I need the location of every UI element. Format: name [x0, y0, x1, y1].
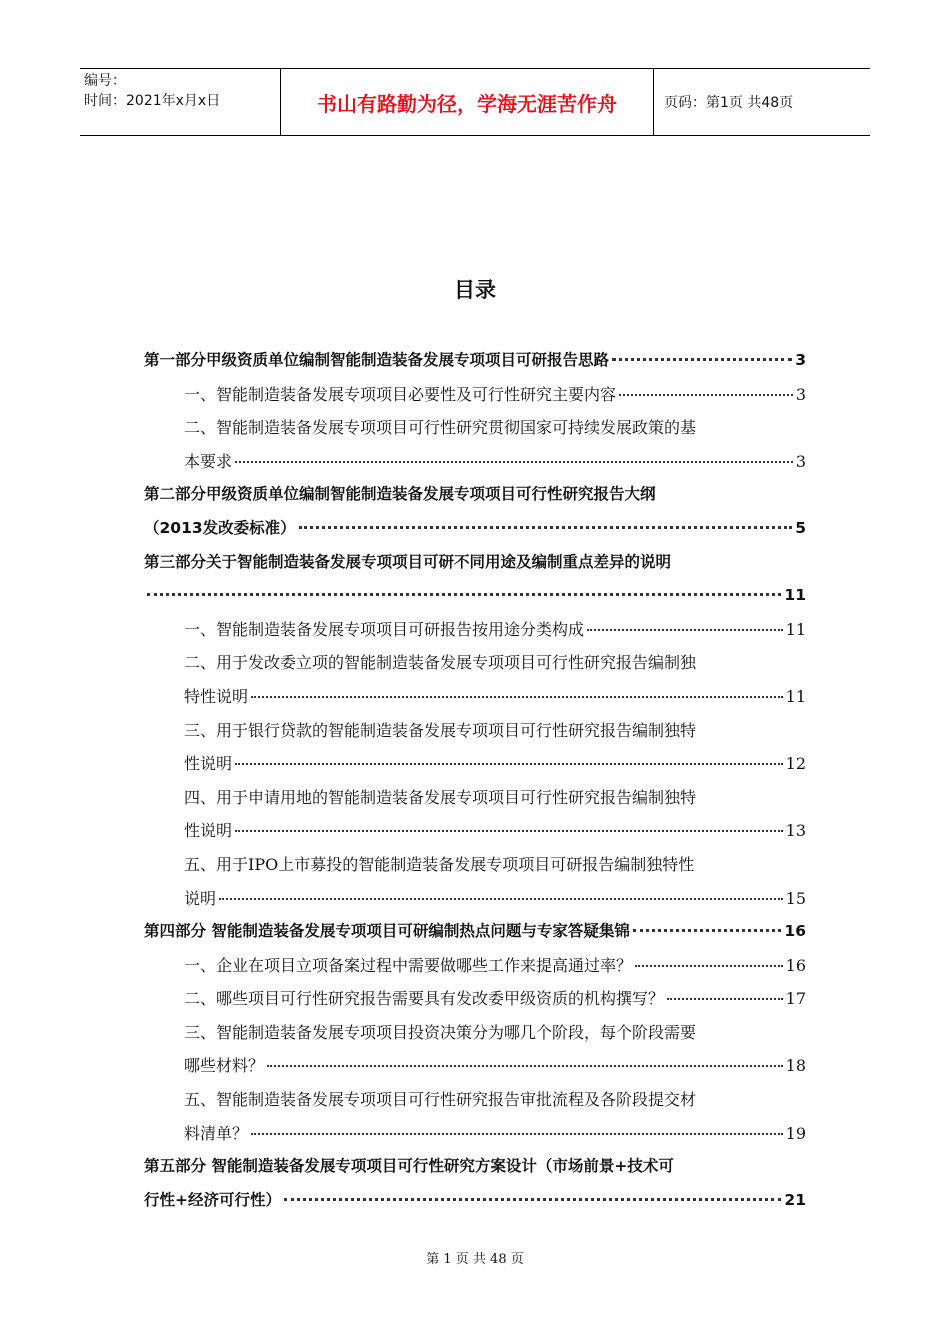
toc-leader-dots	[251, 1133, 783, 1135]
toc-entry[interactable]	[144, 781, 806, 848]
toc-title: 目录	[454, 278, 496, 302]
toc-entry-line: 五、用于IPO上市募投的智能制造装备发展专项项目可研报告编制独特性	[184, 854, 695, 874]
toc-page-number: 5	[795, 518, 806, 537]
toc-entry-line: 三、用于银行贷款的智能制造装备发展专项项目可行性研究报告编制独特	[184, 720, 697, 740]
toc-entry-text: 一、智能制造装备发展专项项目必要性及可行性研究主要内容	[184, 384, 617, 404]
toc-entry[interactable]	[144, 411, 806, 478]
toc-entry-line: 五、智能制造装备发展专项项目可行性研究报告审批流程及各阶段提交材	[184, 1090, 697, 1110]
toc-entry[interactable]	[144, 546, 806, 613]
toc-entry-text: 哪些材料？	[184, 1056, 265, 1076]
toc-page-number: 15	[785, 888, 806, 908]
toc-page-number: 11	[784, 586, 806, 605]
toc-entry-line: 第五部分 智能制造装备发展专项项目可行性研究方案设计（市场前景+技术可	[144, 1157, 674, 1176]
toc-page-number: 11	[785, 686, 806, 706]
toc-leader-dots	[147, 593, 781, 596]
toc-page-number: 16	[785, 955, 806, 975]
toc-page-number: 19	[785, 1123, 806, 1143]
toc-entry[interactable]	[144, 646, 806, 713]
table-of-contents	[144, 344, 806, 1217]
toc-leader-dots	[612, 358, 792, 361]
toc-entry-text: 行性+经济可行性）	[144, 1190, 281, 1209]
toc-entry[interactable]	[144, 1083, 806, 1150]
toc-page-number: 12	[785, 754, 806, 774]
toc-leader-dots	[235, 461, 793, 463]
header-meta	[80, 69, 281, 135]
toc-entry-line: 第三部分关于智能制造装备发展专项项目可研不同用途及编制重点差异的说明	[144, 552, 672, 571]
toc-leader-dots	[284, 1198, 781, 1201]
toc-page-number: 16	[784, 922, 806, 941]
toc-leader-dots	[619, 394, 793, 396]
document-header	[80, 68, 870, 136]
toc-entry-text: 性说明	[184, 821, 233, 841]
toc-page-number: 3	[795, 451, 806, 471]
code-label: 编号：	[84, 73, 126, 89]
toc-page-number: 21	[784, 1190, 806, 1209]
toc-page-number: 11	[785, 619, 806, 639]
toc-entry[interactable]	[144, 915, 806, 949]
toc-page-number: 17	[785, 989, 806, 1009]
toc-entry-text: 第一部分甲级资质单位编制智能制造装备发展专项项目可研报告思路	[144, 351, 610, 369]
toc-page-number: 18	[785, 1056, 806, 1076]
toc-entry-text: 一、企业在项目立项备案过程中需要做哪些工作来提高通过率？	[184, 955, 633, 975]
toc-entry[interactable]	[144, 1016, 806, 1083]
toc-entry[interactable]	[144, 848, 806, 915]
toc-leader-dots	[219, 898, 783, 900]
toc-leader-dots	[235, 830, 783, 832]
toc-entry[interactable]	[144, 344, 806, 378]
toc-entry[interactable]	[144, 949, 806, 983]
toc-entry-text: 一、智能制造装备发展专项项目可研报告按用途分类构成	[184, 619, 585, 639]
toc-page-number: 3	[795, 351, 806, 369]
toc-entry-text: 特性说明	[184, 686, 249, 706]
toc-entry-text: 说明	[184, 888, 217, 908]
toc-entry-line: 第二部分甲级资质单位编制智能制造装备发展专项项目可行性研究报告大纲	[144, 485, 656, 504]
toc-leader-dots	[267, 1065, 783, 1067]
toc-entry[interactable]	[144, 613, 806, 647]
page-footer: 第 1 页 共 48 页	[426, 1252, 524, 1267]
toc-entry[interactable]	[144, 478, 806, 545]
toc-leader-dots	[587, 629, 783, 631]
toc-leader-dots	[251, 696, 783, 698]
toc-entry-line: 二、智能制造装备发展专项项目可行性研究贯彻国家可持续发展政策的基	[184, 418, 697, 438]
toc-page-number: 13	[785, 821, 806, 841]
toc-leader-dots	[633, 929, 782, 932]
header-motto: 书山有路勤为径，学海无涯苦作舟	[281, 69, 654, 135]
toc-leader-dots	[635, 965, 783, 967]
toc-entry-text: 第四部分 智能制造装备发展专项项目可研编制热点问题与专家答疑集锦	[144, 922, 630, 941]
toc-entry-line: 四、用于申请用地的智能制造装备发展专项项目可行性研究报告编制独特	[184, 787, 697, 807]
toc-entry[interactable]	[144, 714, 806, 781]
toc-entry-line: 二、用于发改委立项的智能制造装备发展专项项目可行性研究报告编制独	[184, 653, 697, 673]
toc-entry[interactable]	[144, 982, 806, 1016]
toc-entry-text: 二、哪些项目可行性研究报告需要具有发改委甲级资质的机构撰写？	[184, 989, 665, 1009]
toc-entry-text: 本要求	[184, 451, 233, 471]
toc-entry[interactable]	[144, 378, 806, 412]
toc-leader-dots	[235, 763, 783, 765]
toc-leader-dots	[667, 998, 783, 1000]
toc-entry[interactable]	[144, 1150, 806, 1217]
toc-entry-text: （2013发改委标准）	[144, 518, 296, 537]
toc-page-number: 3	[795, 384, 806, 404]
toc-entry-text: 料清单？	[184, 1123, 249, 1143]
header-page-info: 页码：第1页 共48页	[664, 95, 794, 111]
toc-entry-line: 三、智能制造装备发展专项项目投资决策分为哪几个阶段，每个阶段需要	[184, 1022, 697, 1042]
toc-leader-dots	[299, 526, 793, 529]
date-label: 时间：2021年x月x日	[84, 93, 221, 109]
toc-entry-text: 性说明	[184, 754, 233, 774]
